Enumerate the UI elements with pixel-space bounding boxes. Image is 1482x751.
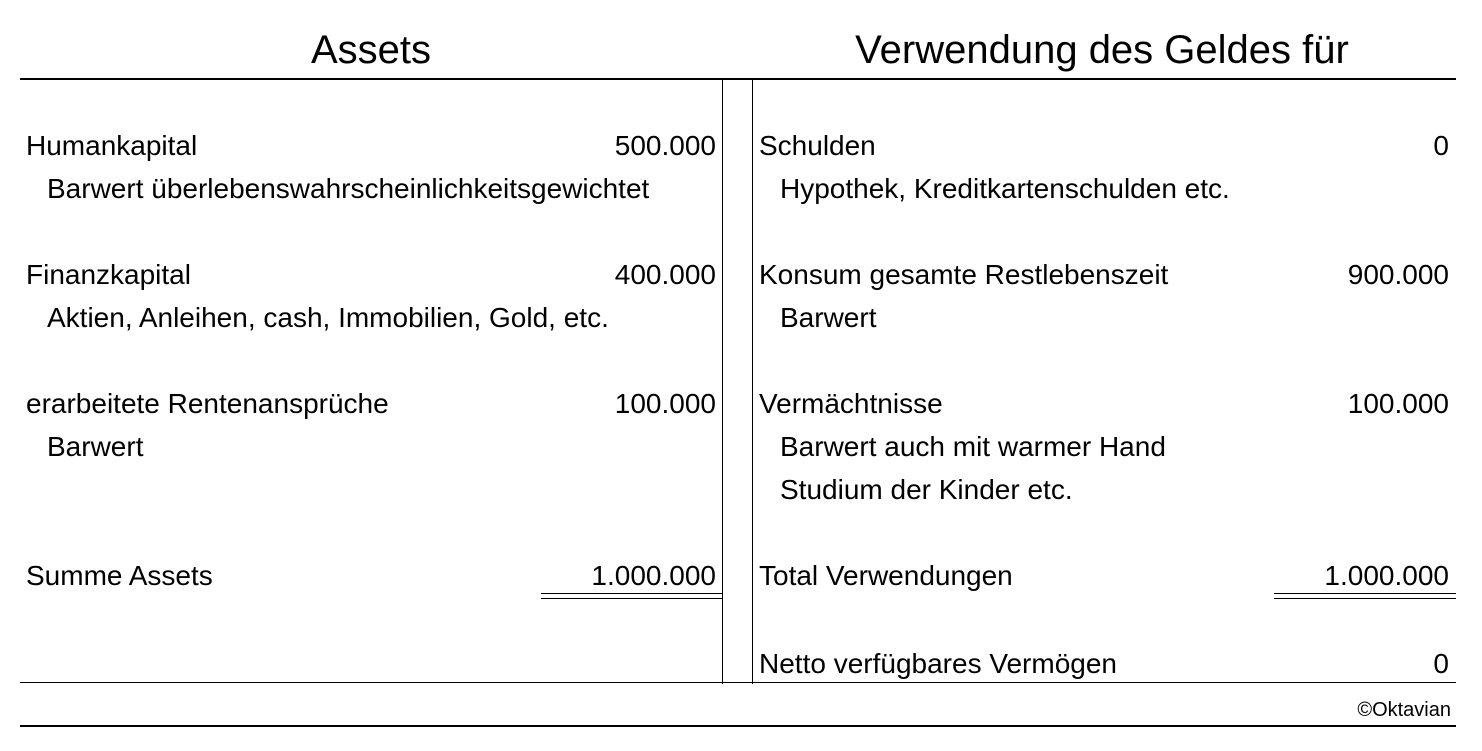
left-column-rule: [722, 79, 723, 684]
asset-sub-finanzkapital: Aktien, Anleihen, cash, Immobilien, Gold, etc.: [47, 302, 609, 333]
asset-total-value: 1.000.000: [591, 560, 716, 591]
asset-sub-renten: Barwert: [47, 431, 144, 462]
net-assets-value: 0: [1433, 648, 1449, 679]
asset-value-humankapital: 500.000: [614, 130, 716, 161]
use-total-value: 1.000.000: [1324, 560, 1449, 591]
uses-header: Verwendung des Geldes für: [855, 28, 1349, 72]
use-sub-konsum: Barwert: [780, 302, 877, 333]
asset-label-finanzkapital: Finanzkapital: [26, 259, 191, 290]
bottom-rule: [20, 682, 1456, 683]
asset-sub-humankapital: Barwert überlebenswahrscheinlichkeitsgewichtet: [47, 173, 650, 204]
use-label-schulden: Schulden: [759, 130, 876, 161]
use-sub-schulden: Hypothek, Kreditkartenschulden etc.: [780, 173, 1230, 204]
net-assets-label: Netto verfügbares Vermögen: [759, 648, 1117, 679]
asset-value-renten: 100.000: [614, 388, 716, 419]
use-total-double-underline: [1274, 593, 1456, 599]
use-value-vermaechtnisse: 100.000: [1347, 388, 1449, 419]
asset-label-humankapital: Humankapital: [26, 130, 198, 161]
right-column-rule: [752, 79, 753, 684]
use-total-label: Total Verwendungen: [759, 560, 1013, 591]
header-rule: [20, 78, 1456, 80]
copyright-text: ©Oktavian: [1357, 699, 1451, 721]
asset-label-renten: erarbeitete Rentenansprüche: [26, 388, 389, 419]
use-label-vermaechtnisse: Vermächtnisse: [759, 388, 943, 419]
use-sub-vermaechtnisse-1: Barwert auch mit warmer Hand: [780, 431, 1166, 462]
use-label-konsum: Konsum gesamte Restlebenszeit: [759, 259, 1169, 290]
assets-header: Assets: [310, 28, 432, 72]
use-value-schulden: 0: [1433, 130, 1449, 161]
asset-value-finanzkapital: 400.000: [614, 259, 716, 290]
asset-total-label: Summe Assets: [26, 560, 213, 591]
footer-rule: [20, 725, 1456, 727]
asset-total-double-underline: [541, 593, 722, 599]
use-value-konsum: 900.000: [1347, 259, 1449, 290]
use-sub-vermaechtnisse-2: Studium der Kinder etc.: [780, 474, 1073, 505]
